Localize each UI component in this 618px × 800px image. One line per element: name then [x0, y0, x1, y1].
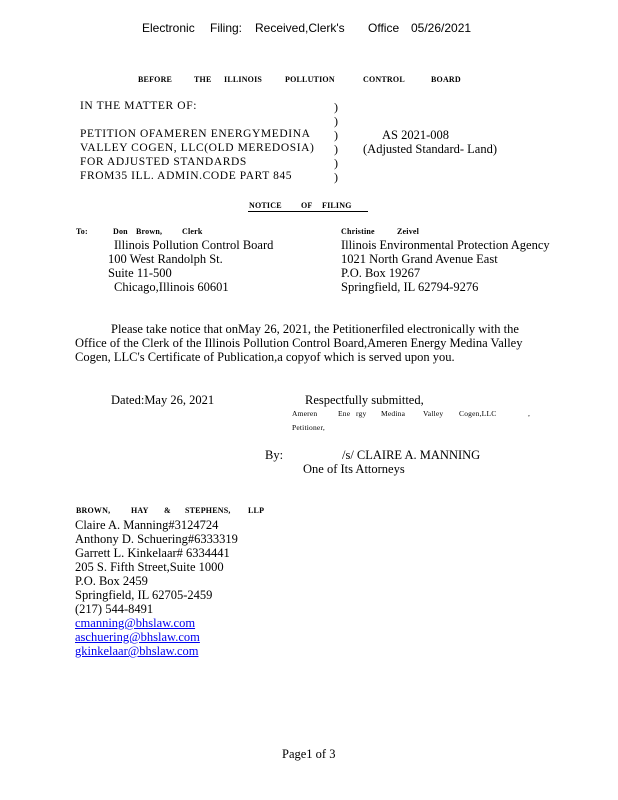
party-part: Valley	[423, 409, 444, 418]
caption-paren: )	[334, 100, 338, 114]
header-office: Office	[368, 21, 400, 35]
petitioner: Petitioner,	[292, 423, 325, 432]
caption-paren: )	[334, 156, 338, 170]
firm-name-part: LLP	[248, 506, 265, 515]
caption-paren: )	[334, 114, 338, 128]
firm-line: Anthony D. Schuering#6333319	[75, 532, 238, 546]
notice-underline	[248, 211, 368, 212]
signer-role: One of Its Attorneys	[303, 462, 405, 476]
party-part: Ameren	[292, 409, 318, 418]
header-date: 05/26/2021	[411, 21, 472, 35]
body-line: Office of the Clerk of the Illinois Pollution Control Board,Ameren Energy Medina Valley	[75, 336, 523, 350]
caption-paren: )	[334, 128, 338, 142]
board-title-word: BEFORE	[138, 75, 173, 84]
firm-name-part: STEPHENS,	[185, 506, 231, 515]
header-received: Received,Clerk's	[255, 21, 345, 35]
board-title-word: POLLUTION	[285, 75, 335, 84]
board-title-word: THE	[194, 75, 212, 84]
to-right-line: Illinois Environmental Protection Agency	[341, 238, 550, 252]
board-title-word: CONTROL	[363, 75, 405, 84]
board-title-word: ILLINOIS	[224, 75, 263, 84]
firm-name-part: BROWN,	[76, 506, 111, 515]
header-filing: Filing:	[210, 21, 243, 35]
notice-title-word: FILING	[322, 201, 352, 210]
party-part: Cogen,LLC	[459, 409, 497, 418]
firm-name-part: HAY	[131, 506, 149, 515]
to-label: To:	[76, 227, 88, 236]
firm-name-part: &	[164, 506, 171, 515]
to-left-line: Chicago,Illinois 60601	[114, 280, 229, 294]
party-part: rgy	[356, 409, 367, 418]
respectfully-submitted: Respectfully submitted,	[305, 393, 424, 407]
email-link[interactable]: gkinkelaar@bhslaw.com	[75, 644, 199, 658]
by-label: By:	[265, 448, 284, 462]
caption-line: FOR ADJUSTED STANDARDS	[80, 156, 247, 168]
caption-paren: )	[334, 142, 338, 156]
to-left-line: Suite 11-500	[108, 266, 172, 280]
firm-line: Claire A. Manning#3124724	[75, 518, 219, 532]
page-number: Page1 of 3	[282, 747, 336, 761]
to-right-name-part: Zeivel	[397, 227, 420, 236]
firm-line: P.O. Box 2459	[75, 574, 148, 588]
email-link[interactable]: aschuering@bhslaw.com	[75, 630, 200, 644]
firm-line: Garrett L. Kinkelaar# 6334441	[75, 546, 230, 560]
firm-line: 205 S. Fifth Street,Suite 1000	[75, 560, 224, 574]
dated: Dated:May 26, 2021	[111, 393, 215, 407]
firm-line: (217) 544-8491	[75, 602, 154, 616]
to-left-name-part: Clerk	[182, 227, 203, 236]
signer: /s/ CLAIRE A. MANNING	[342, 448, 481, 462]
to-left-line: Illinois Pollution Control Board	[114, 238, 274, 252]
caption-line: VALLEY COGEN, LLC(OLD MEREDOSIA)	[80, 142, 315, 154]
caption-line: FROM35 ILL. ADMIN.CODE PART 845	[80, 170, 293, 182]
body-line: Please take notice that onMay 26, 2021, the Petitionerfiled electronically with the	[111, 322, 519, 336]
to-left-line: 100 West Randolph St.	[108, 252, 223, 266]
to-right-line: P.O. Box 19267	[341, 266, 421, 280]
to-right-line: Springfield, IL 62794-9276	[341, 280, 479, 294]
to-left-name-part: Don	[113, 227, 128, 236]
caption-line: PETITION OFAMEREN ENERGYMEDINA	[80, 128, 311, 140]
firm-line: Springfield, IL 62705-2459	[75, 588, 213, 602]
header-electronic: Electronic	[142, 21, 195, 35]
notice-title-word: NOTICE	[249, 201, 282, 210]
to-left-name-part: Brown,	[136, 227, 163, 236]
caption-paren: )	[334, 170, 338, 184]
party-part: ,	[528, 409, 531, 418]
party-part: Medina	[381, 409, 406, 418]
case-number: AS 2021-008	[382, 128, 450, 142]
case-type: (Adjusted Standard- Land)	[363, 142, 497, 156]
body-line: Cogen, LLC's Certificate of Publication,a copyof which is served upon you.	[75, 350, 455, 364]
party-part: Ene	[338, 409, 351, 418]
email-link[interactable]: cmanning@bhslaw.com	[75, 616, 196, 630]
board-title-word: BOARD	[431, 75, 461, 84]
notice-title-word: OF	[301, 201, 313, 210]
to-right-name-part: Christine	[341, 227, 375, 236]
to-right-line: 1021 North Grand Avenue East	[341, 252, 498, 266]
caption-line: IN THE MATTER OF:	[80, 100, 198, 112]
